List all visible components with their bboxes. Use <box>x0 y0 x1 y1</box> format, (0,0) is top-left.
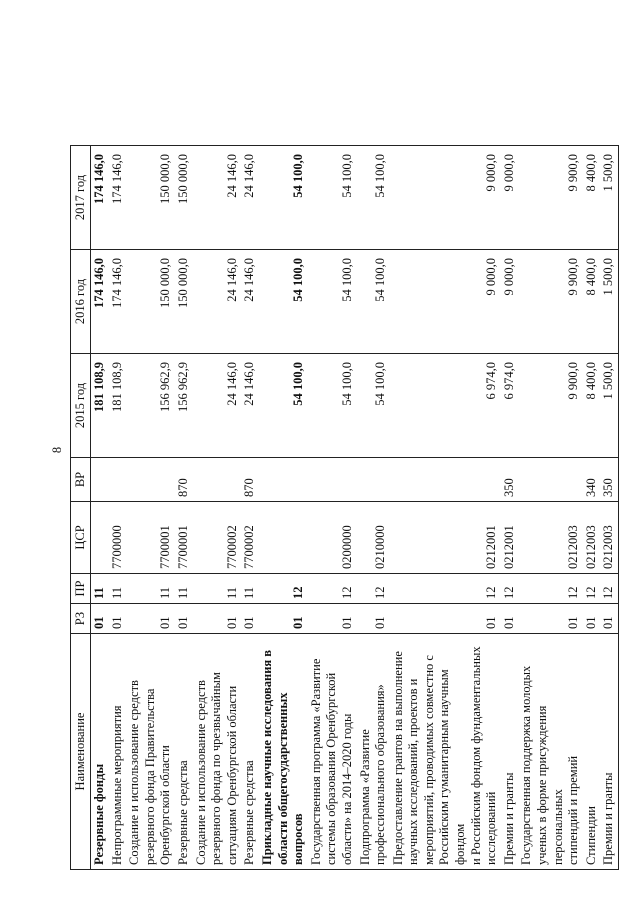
row-name <box>600 634 618 870</box>
row-name-line: научных исследований, проектов и <box>406 678 421 865</box>
table-row <box>600 146 618 870</box>
row-pr: 11 <box>126 574 175 604</box>
row-name-line: Премии и гранты <box>601 772 616 865</box>
row-name-line: Стипендии <box>583 806 598 865</box>
table-row <box>193 146 242 870</box>
row-value-2016: 9 900,0 <box>518 250 582 354</box>
table-row <box>501 146 519 870</box>
row-value-2017: 54 100,0 <box>357 146 390 250</box>
row-name <box>193 634 242 870</box>
row-name <box>518 634 582 870</box>
table-row <box>175 146 193 870</box>
table-row <box>91 146 109 870</box>
row-name-line: Непрограммные мероприятия <box>109 705 124 865</box>
row-name-line: и Российским фондом фундаментальных <box>468 646 483 865</box>
row-rz: 01 <box>600 604 618 634</box>
header-rz: РЗ <box>71 604 91 634</box>
row-pr: 12 <box>308 574 357 604</box>
row-rz: 01 <box>390 604 501 634</box>
row-pr: 12 <box>501 574 519 604</box>
row-value-2015: 54 100,0 <box>259 354 308 458</box>
row-vr: 870 <box>175 458 193 502</box>
row-value-2017: 9 000,0 <box>390 146 501 250</box>
row-value-2017: 8 400,0 <box>583 146 601 250</box>
table-header <box>71 146 91 870</box>
row-value-2017: 9 900,0 <box>518 146 582 250</box>
row-name-line: Прикладные научные исследования в <box>259 649 274 865</box>
header-year-2016: 2016 год <box>71 250 91 354</box>
row-rz: 01 <box>109 604 127 634</box>
row-rz: 01 <box>175 604 193 634</box>
row-name <box>501 634 519 870</box>
row-name-line: Оренбургской области <box>158 745 173 865</box>
row-rz: 01 <box>193 604 242 634</box>
row-value-2015: 181 108,9 <box>91 354 109 458</box>
row-value-2015: 181 108,9 <box>109 354 127 458</box>
table-row <box>518 146 582 870</box>
row-csr: 7700002 <box>193 502 242 574</box>
row-name <box>126 634 175 870</box>
header-pr: ПР <box>71 574 91 604</box>
row-rz: 01 <box>126 604 175 634</box>
row-value-2015: 24 146,0 <box>241 354 259 458</box>
row-value-2017: 174 146,0 <box>91 146 109 250</box>
row-pr: 11 <box>175 574 193 604</box>
row-value-2015: 54 100,0 <box>308 354 357 458</box>
row-vr <box>357 458 390 502</box>
row-value-2017: 54 100,0 <box>259 146 308 250</box>
row-rz: 01 <box>501 604 519 634</box>
row-name-line: области» на 2014–2020 годы <box>339 713 354 865</box>
row-vr <box>193 458 242 502</box>
row-pr: 12 <box>357 574 390 604</box>
row-name-line: Резервные фонды <box>92 763 106 865</box>
row-vr: 350 <box>501 458 519 502</box>
row-value-2015: 24 146,0 <box>193 354 242 458</box>
row-name-line: Государственная поддержка молодых <box>519 665 534 865</box>
row-rz: 01 <box>91 604 109 634</box>
row-csr: 0212003 <box>600 502 618 574</box>
row-name <box>91 634 109 870</box>
row-value-2017: 174 146,0 <box>109 146 127 250</box>
row-value-2016: 150 000,0 <box>126 250 175 354</box>
row-value-2016: 1 500,0 <box>600 250 618 354</box>
row-csr: 0200000 <box>308 502 357 574</box>
row-name-line: резервного фонда по чрезвычайным <box>209 672 224 865</box>
row-vr <box>91 458 109 502</box>
row-csr: 7700000 <box>109 502 127 574</box>
row-value-2017: 150 000,0 <box>126 146 175 250</box>
row-csr: 0212001 <box>501 502 519 574</box>
table-row <box>390 146 501 870</box>
header-year-2015: 2015 год <box>71 354 91 458</box>
row-vr <box>308 458 357 502</box>
row-pr: 12 <box>390 574 501 604</box>
row-pr: 12 <box>518 574 582 604</box>
row-csr: 0210000 <box>357 502 390 574</box>
row-csr: 0212003 <box>518 502 582 574</box>
row-name <box>357 634 390 870</box>
table-row <box>357 146 390 870</box>
row-value-2016: 24 146,0 <box>193 250 242 354</box>
row-pr: 12 <box>259 574 308 604</box>
row-value-2016: 8 400,0 <box>583 250 601 354</box>
header-csr: ЦСР <box>71 502 91 574</box>
table-row <box>241 146 259 870</box>
row-value-2016: 9 000,0 <box>501 250 519 354</box>
row-name-line: Государственная программа «Развитие <box>308 658 323 865</box>
row-value-2015: 1 500,0 <box>600 354 618 458</box>
row-rz: 01 <box>241 604 259 634</box>
row-value-2017: 150 000,0 <box>175 146 193 250</box>
row-name <box>308 634 357 870</box>
page-number: 8 <box>50 446 64 454</box>
row-pr: 11 <box>241 574 259 604</box>
row-value-2017: 9 000,0 <box>501 146 519 250</box>
header-name: Наименование <box>71 634 91 870</box>
row-vr <box>390 458 501 502</box>
row-value-2015: 156 962,9 <box>175 354 193 458</box>
row-name-line: Российским гуманитарным научным фондом <box>437 669 468 865</box>
row-name-line: ситуациям Оренбургской области <box>224 685 239 865</box>
table-row <box>126 146 175 870</box>
row-name <box>259 634 308 870</box>
row-value-2016: 24 146,0 <box>241 250 259 354</box>
row-pr: 11 <box>91 574 109 604</box>
row-value-2016: 150 000,0 <box>175 250 193 354</box>
row-vr <box>259 458 308 502</box>
row-rz: 01 <box>357 604 390 634</box>
row-value-2016: 54 100,0 <box>308 250 357 354</box>
row-csr: 0212003 <box>583 502 601 574</box>
row-name-line: мероприятий, проводимых совместно с <box>421 655 436 865</box>
table-row <box>583 146 601 870</box>
row-value-2017: 24 146,0 <box>193 146 242 250</box>
header-vr: ВР <box>71 458 91 502</box>
row-vr: 870 <box>241 458 259 502</box>
row-value-2017: 1 500,0 <box>600 146 618 250</box>
row-pr: 12 <box>583 574 601 604</box>
row-pr: 12 <box>600 574 618 604</box>
row-name-line: Резервные средства <box>242 760 257 865</box>
row-name <box>390 634 501 870</box>
row-rz: 01 <box>308 604 357 634</box>
row-name-line: Предоставление грантов на выполнение <box>390 651 405 865</box>
row-name <box>109 634 127 870</box>
row-vr: 340 <box>583 458 601 502</box>
row-value-2015: 54 100,0 <box>357 354 390 458</box>
row-value-2015: 156 962,9 <box>126 354 175 458</box>
table-body <box>91 146 619 870</box>
row-pr: 11 <box>109 574 127 604</box>
row-name <box>583 634 601 870</box>
row-name-line: стипендий и премий <box>566 755 581 865</box>
row-name-line: Подпрограмма «Развитие <box>357 729 372 865</box>
row-vr <box>109 458 127 502</box>
row-value-2016: 9 000,0 <box>390 250 501 354</box>
row-csr: 0212001 <box>390 502 501 574</box>
row-value-2017: 54 100,0 <box>308 146 357 250</box>
row-name-line: ученых в форме присуждения персональных <box>535 705 565 865</box>
row-csr <box>91 502 109 574</box>
row-name-line: Создание и использование средств <box>193 680 208 865</box>
row-value-2016: 54 100,0 <box>357 250 390 354</box>
row-rz: 01 <box>518 604 582 634</box>
row-vr: 350 <box>600 458 618 502</box>
row-name-line: резервного фонда Правительства <box>142 688 157 865</box>
table-row <box>109 146 127 870</box>
row-rz: 01 <box>583 604 601 634</box>
row-value-2015: 6 974,0 <box>501 354 519 458</box>
row-name-line: Резервные средства <box>175 760 190 865</box>
table-row <box>308 146 357 870</box>
table-row <box>259 146 308 870</box>
row-name <box>175 634 193 870</box>
row-value-2016: 174 146,0 <box>109 250 127 354</box>
rotated-budget-table-sheet <box>48 30 616 870</box>
row-name <box>241 634 259 870</box>
header-year-2017: 2017 год <box>71 146 91 250</box>
row-csr: 7700001 <box>126 502 175 574</box>
row-value-2015: 8 400,0 <box>583 354 601 458</box>
row-value-2016: 174 146,0 <box>91 250 109 354</box>
row-csr: 7700001 <box>175 502 193 574</box>
row-value-2015: 6 974,0 <box>390 354 501 458</box>
row-name-line: профессионального образования» <box>373 684 388 865</box>
row-value-2015: 9 900,0 <box>518 354 582 458</box>
row-csr <box>259 502 308 574</box>
row-name-line: области общегосударственных вопросов <box>275 692 306 865</box>
row-name-line: Создание и использование средств <box>127 680 142 865</box>
row-vr <box>126 458 175 502</box>
row-vr <box>518 458 582 502</box>
row-rz: 01 <box>259 604 308 634</box>
row-value-2017: 24 146,0 <box>241 146 259 250</box>
row-name-line: системы образования Оренбургской <box>324 672 339 865</box>
budget-table <box>70 145 619 870</box>
row-csr: 7700002 <box>241 502 259 574</box>
row-name-line: исследований <box>484 791 499 865</box>
row-pr: 11 <box>193 574 242 604</box>
row-name-line: Премии и гранты <box>501 772 516 865</box>
row-value-2016: 54 100,0 <box>259 250 308 354</box>
